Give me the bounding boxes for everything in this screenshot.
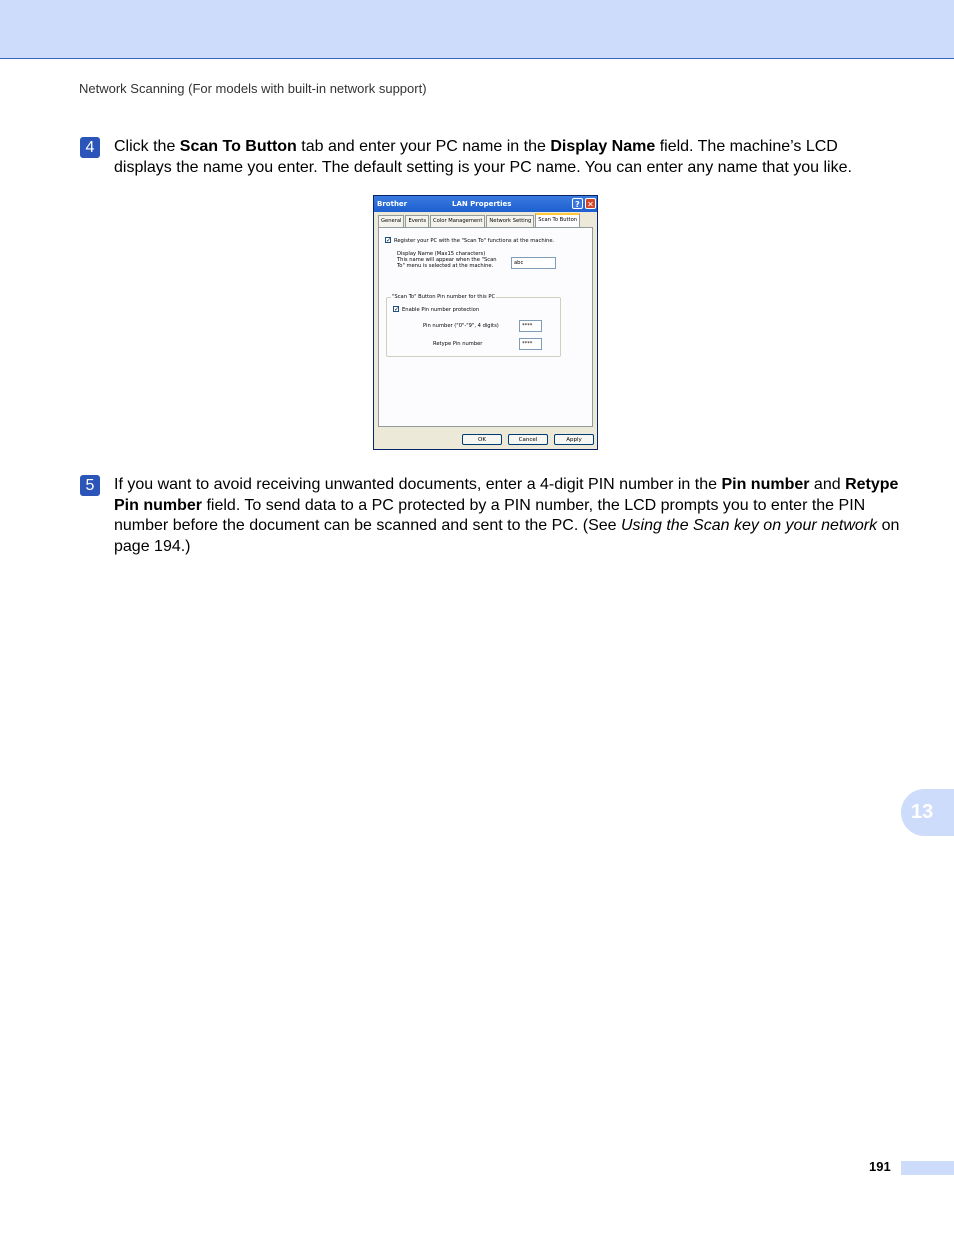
dialog-brand: Brother	[377, 200, 408, 208]
text-run: tab and enter your PC name in the	[296, 138, 551, 155]
bold-term: Display Name	[550, 138, 656, 155]
bold-term: Scan To Button	[179, 138, 297, 155]
pin-protection-label: Enable Pin number protection	[402, 307, 480, 313]
text-run: Click the	[114, 138, 180, 155]
tab-scan-to-button[interactable]: Scan To Button	[535, 213, 580, 228]
tab-color-management[interactable]: Color Management	[430, 215, 485, 227]
bold-term: Pin number	[721, 476, 810, 493]
chapter-tab: 13	[901, 789, 954, 836]
step-number-badge: 4	[80, 137, 100, 158]
page-number: 191	[869, 1159, 891, 1174]
dialog-tabs	[378, 215, 581, 227]
pin-protection-checkbox[interactable]: ✓	[394, 306, 400, 313]
step-5-text	[114, 475, 900, 557]
text-run: and	[809, 476, 846, 493]
retype-pin-input[interactable]: ****	[519, 338, 542, 350]
text-run: If you want to avoid receiving unwanted documents, enter a 4-digit PIN number in the	[114, 476, 722, 493]
tab-general[interactable]: General	[378, 215, 404, 227]
tab-panel	[378, 227, 593, 427]
ok-button[interactable]: OK	[462, 434, 502, 445]
display-name-help: This name will appear when the "Scan	[397, 257, 497, 263]
display-name-input[interactable]: abc	[511, 257, 556, 269]
cancel-button[interactable]: Cancel	[508, 434, 548, 445]
cross-reference-link[interactable]: Using the Scan key on your network	[621, 517, 878, 534]
tab-network-setting[interactable]: Network Setting	[486, 215, 534, 227]
text-run: field. The machine’s LCD displays the name you enter. The default setting is your PC name. You can enter any name that you like.	[114, 138, 852, 176]
display-name-help: To" menu is selected at the machine.	[397, 263, 494, 269]
pin-groupbox	[386, 294, 561, 357]
dialog-titlebar	[374, 196, 597, 212]
text-run: on page 194.)	[114, 517, 900, 555]
pin-number-label: Pin number ("0"-"9", 4 digits)	[423, 323, 499, 329]
text-run: field. To send data to a PC protected by a PIN number, the LCD prompts you to enter the PIN number before the document can be scanned and sent to the PC. (See	[114, 496, 866, 534]
dialog-title: LAN Properties	[452, 200, 512, 208]
lan-properties-dialog	[373, 195, 598, 450]
apply-button[interactable]: Apply	[554, 434, 594, 445]
step-4-text	[114, 137, 900, 178]
step-5	[80, 475, 900, 557]
help-icon[interactable]: ?	[572, 198, 583, 209]
close-icon[interactable]: ✕	[585, 198, 596, 209]
display-name-label: Display Name (Max15 characters)	[397, 251, 486, 257]
header-band	[0, 0, 954, 59]
pin-number-input[interactable]: ****	[519, 320, 542, 332]
pin-group-title: "Scan To" Button Pin number for this PC	[392, 294, 496, 300]
register-checkbox[interactable]: ✓	[386, 237, 392, 244]
bold-term: Retype Pin number	[114, 476, 899, 514]
page-number-bar	[901, 1161, 954, 1175]
retype-pin-label: Retype Pin number	[433, 341, 483, 347]
running-header: Network Scanning (For models with built-in network support)	[79, 81, 427, 96]
step-4	[80, 137, 900, 178]
register-label: Register your PC with the "Scan To" functions at the machine.	[394, 238, 555, 244]
step-number-badge: 5	[80, 475, 100, 496]
tab-events[interactable]: Events	[405, 215, 429, 227]
